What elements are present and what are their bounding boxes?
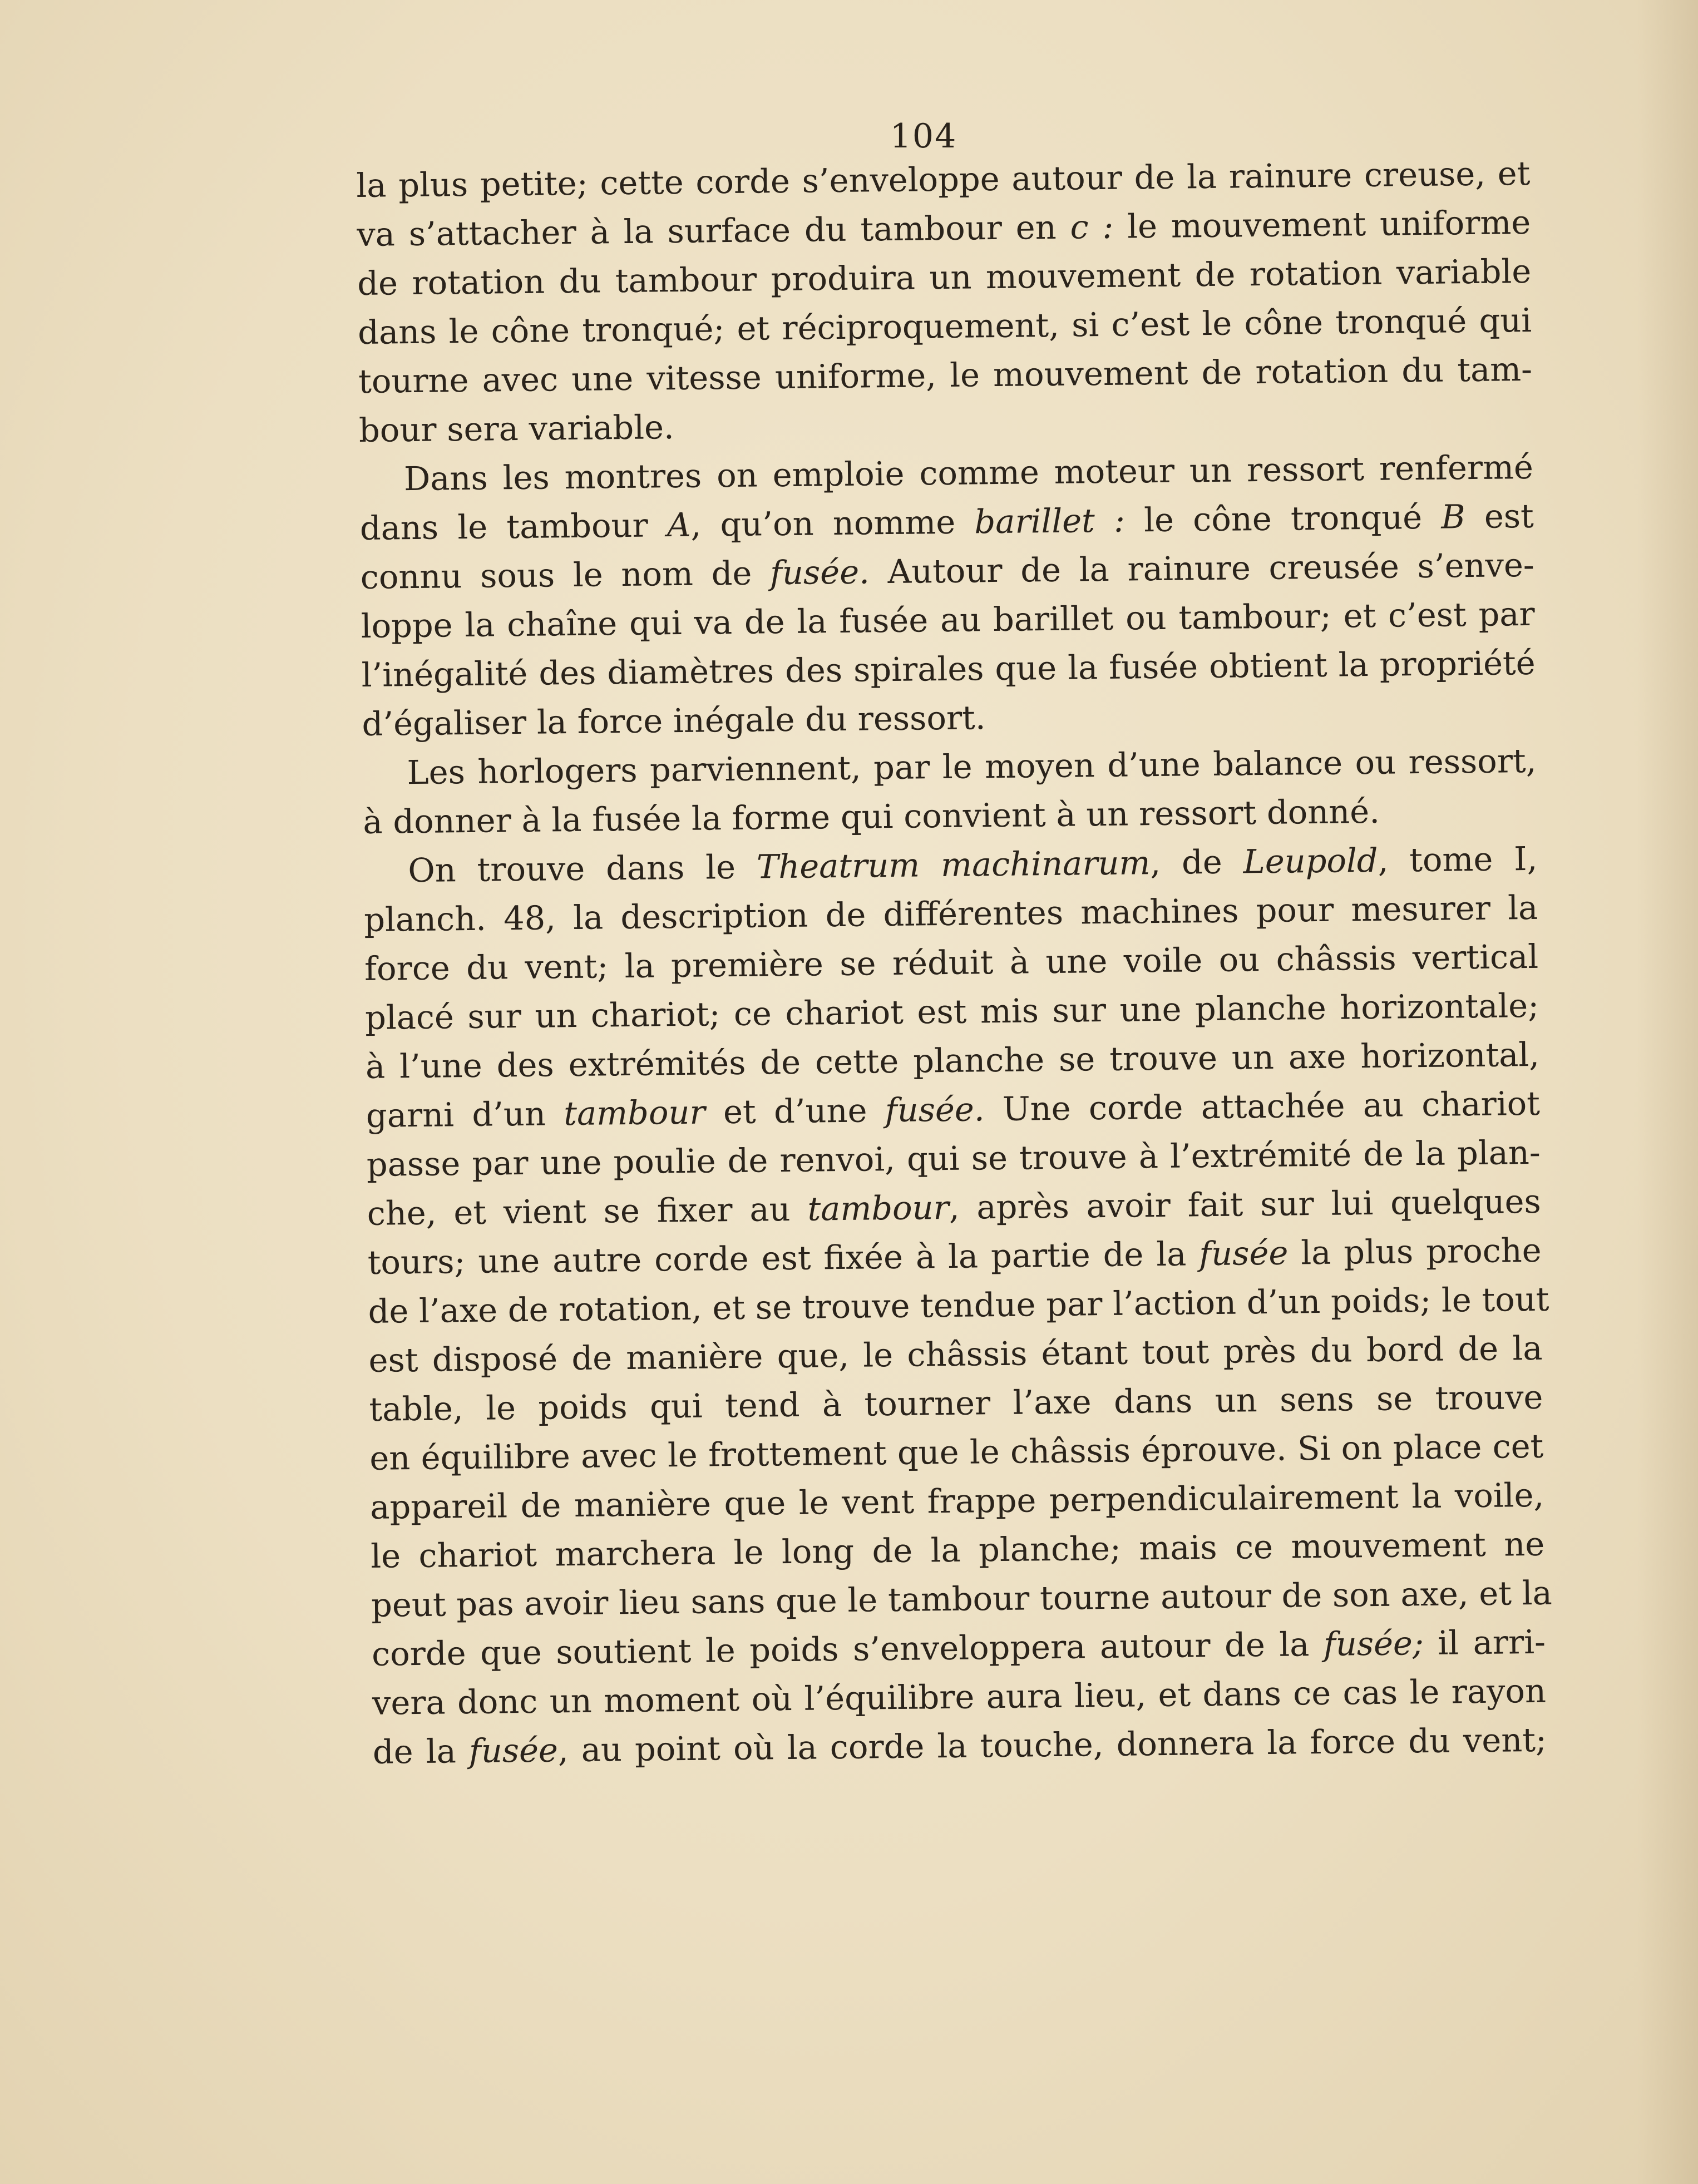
text-segment: l’inégalité des diamètres des spirales que la fusée obtient la propriété (361, 643, 1536, 694)
text-segment: d’égaliser la force inégale du ressort. (362, 698, 986, 743)
text-segment: de rotation du tambour produira un mouvement de rotation variable (357, 251, 1532, 303)
italic-text-segment: Leupold (1243, 841, 1378, 881)
text-segment: corde que soutient le poids s’enveloppera autour de la (371, 1624, 1324, 1673)
text-segment: la plus petite; cette corde s’enveloppe autour de la rainure creuse, et (356, 154, 1531, 205)
text-segment: de l’axe de rotation, et se trouve tendue par l’action d’un poids; le tout (368, 1279, 1549, 1331)
italic-text-segment: tambour (807, 1188, 950, 1228)
italic-text-segment: fusée. (769, 552, 870, 592)
text-segment: de la (372, 1732, 470, 1771)
italic-text-segment: fusée (468, 1731, 559, 1771)
text-segment: loppe la chaîne qui va de la fusée au barillet ou tambour; et c’est par (361, 594, 1535, 645)
body-text (356, 149, 1553, 1852)
italic-text-segment: barillet : (974, 501, 1126, 541)
italic-text-segment: tambour (563, 1093, 705, 1133)
text-segment: le mouvement uniforme (1113, 202, 1531, 246)
italic-text-segment: Theatrum machinarum (756, 843, 1151, 886)
text-segment: dans le cône tronqué; et réciproquement, si c’est le cône tronqué qui (357, 300, 1532, 352)
text-segment: Une corde attachée au chariot (984, 1084, 1541, 1129)
italic-text-segment: A (667, 505, 691, 545)
text-segment: , après avoir fait sur lui quelques (949, 1182, 1542, 1227)
italic-text-segment: B (1440, 497, 1466, 536)
text-segment: planch. 48, la description de différentes machines pour mesurer la (363, 888, 1538, 939)
page-edge-shading (1637, 0, 1698, 2184)
italic-text-segment: c : (1070, 207, 1114, 246)
italic-text-segment: fusée; (1323, 1624, 1424, 1663)
text-segment: , qu’on nomme (690, 502, 975, 544)
text-segment: il arri- (1423, 1622, 1546, 1663)
italic-text-segment: fusée (1198, 1233, 1289, 1273)
text-segment: che, et vient se fixer au (367, 1189, 808, 1233)
text-segment: le cône tronqué (1124, 497, 1442, 540)
text-segment: , au point où la corde la touche, donnera la force du vent; (557, 1720, 1547, 1770)
text-segment: et d’une (705, 1091, 886, 1131)
text-segment: peut pas avoir lieu sans que le tambour tourne autour de son axe, et la (371, 1573, 1553, 1624)
text-segment: la plus proche (1287, 1231, 1542, 1272)
text-segment: force du vent; la première se réduit à une voile ou châssis vertical (364, 937, 1539, 988)
text-segment: On trouve dans le (407, 847, 757, 890)
text-segment: appareil de manière que le vent frappe perpendiculairement la voile, (369, 1475, 1544, 1526)
text-segment: à donner à la fusée la forme qui convient à un ressort donné. (363, 792, 1380, 841)
text-segment: tourne avec une vitesse uniforme, le mouvement de rotation du tam- (358, 349, 1533, 401)
text-segment: le chariot marchera le long de la planche; mais ce mouvement ne (370, 1524, 1545, 1575)
text-segment: garni d’un (366, 1094, 564, 1135)
text-segment: Les horlogers parviennent, par le moyen d’une balance ou ressort, (407, 741, 1537, 792)
text-segment: connu sous le nom de (360, 554, 771, 596)
text-segment: tours; une autre corde est fixée à la partie de la (367, 1234, 1200, 1282)
text-segment: table, le poids qui tend à tourner l’axe dans un sens se trouve (369, 1377, 1543, 1429)
text-segment: en équilibre avec le frottement que le châssis éprouve. Si on place cet (369, 1426, 1544, 1478)
text-segment: à l’une des extrémités de cette planche se trouve un axe horizontal, (365, 1035, 1540, 1086)
text-segment: , tome I, (1378, 839, 1538, 879)
text-segment: Dans les montres on emploie comme moteur un ressort renfermé (403, 447, 1534, 498)
italic-text-segment: fusée. (885, 1090, 985, 1130)
text-segment: dans le tambour (359, 506, 668, 547)
text-segment: vera donc un moment où l’équilibre aura lieu, et dans ce cas le rayon (372, 1671, 1547, 1722)
text-segment: bour sera variable. (358, 408, 675, 449)
text-segment: , de (1150, 842, 1243, 882)
text-segment: placé sur un chariot; ce chariot est mis sur une planche horizontale; (364, 986, 1539, 1037)
text-segment: passe par une poulie de renvoi, qui se trouve à l’extrémité de la plan- (366, 1133, 1541, 1184)
text-segment: est (1465, 496, 1534, 536)
text-segment: est disposé de manière que, le châssis étant tout près du bord de la (368, 1328, 1543, 1380)
text-segment: Autour de la rainure creusée s’enve- (869, 545, 1535, 591)
page-number: 104 (890, 117, 957, 156)
text-segment: va s’attacher à la surface du tambour en (357, 207, 1070, 254)
